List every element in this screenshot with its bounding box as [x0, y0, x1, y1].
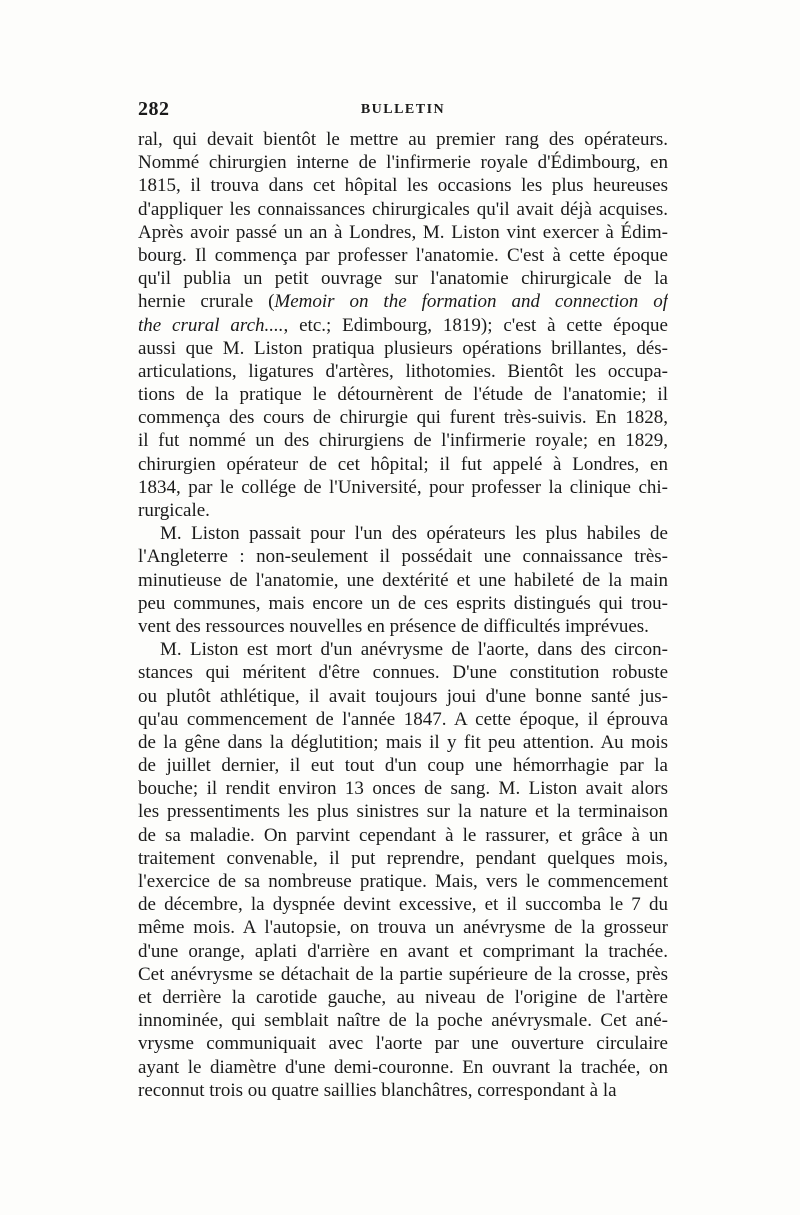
text-line: Nommé chirurgien interne de l'infirmerie royale d'Édimbourg, en: [138, 152, 668, 174]
text-line: 1815, il trouva dans cet hôpital les occasions les plus heureuses: [138, 175, 668, 197]
paragraph: [138, 638, 668, 1102]
text-line: même mois. A l'autopsie, on trouva un anévrysme de la grosseur: [138, 917, 668, 939]
text-line: minutieuse de l'anatomie, une dextérité et une habileté de la main: [138, 569, 668, 591]
text-line: de sa maladie. On parvint cependant à le rassurer, et grâce à un: [138, 824, 668, 846]
text-line: aussi que M. Liston pratiqua plusieurs opérations brillantes, dés-: [138, 337, 668, 359]
text-line: Après avoir passé un an à Londres, M. Liston vint exercer à Édim-: [138, 221, 668, 243]
text-line: tions de la pratique le détournèrent de l'étude de l'anatomie; il: [138, 384, 668, 406]
text-line: chirurgien opérateur de cet hôpital; il fut appelé à Londres, en: [138, 453, 668, 475]
text-line: 1834, par le collége de l'Université, pour professer la clinique chi-: [138, 476, 668, 498]
text-line: M. Liston est mort d'un anévrysme de l'aorte, dans des circon-: [160, 639, 668, 661]
text-line: d'une orange, aplati d'arrière en avant et comprimant la trachée.: [138, 940, 668, 962]
text-line: ral, qui devait bientôt le mettre au premier rang des opérateurs.: [138, 129, 668, 150]
running-head: BULLETIN: [360, 102, 446, 117]
page-header: [138, 98, 668, 126]
body-text: [138, 128, 668, 1102]
text-line: l'exercice de sa nombreuse pratique. Mais, vers le commencement: [138, 871, 668, 892]
text-line: M. Liston passait pour l'un des opérateurs les plus habiles de: [160, 523, 668, 545]
text-line: vent des ressources nouvelles en présence de difficultés imprévues.: [138, 615, 649, 637]
paragraph: [138, 128, 668, 522]
text-line: bouche; il rendit environ 13 onces de sang. M. Liston avait alors: [138, 778, 668, 800]
text-line: qu'il publia un petit ouvrage sur l'anatomie chirurgicale de la: [138, 268, 668, 290]
text-line: ou plutôt athlétique, il avait toujours joui d'une bonne santé jus-: [138, 685, 668, 707]
text-line: d'appliquer les connaissances chirurgicales qu'il avait déjà acquises.: [138, 198, 668, 220]
text-line: peu communes, mais encore un de ces esprits distingués qui trou-: [138, 592, 668, 614]
paragraph: [138, 522, 668, 638]
text-line: vrysme communiquait avec l'aorte par une ouverture circulaire: [138, 1033, 668, 1055]
text-line: innominée, qui semblait naître de la poche anévrysmale. Cet ané-: [138, 1010, 668, 1032]
text-line: commença des cours de chirurgie qui furent très-suivis. En 1828,: [138, 407, 668, 429]
text-line: ayant le diamètre d'une demi-couronne. En ouvrant la trachée, on: [138, 1056, 668, 1078]
text-line: de la gêne dans la déglutition; mais il y fit peu attention. Au mois: [138, 731, 668, 753]
text-line: traitement convenable, il put reprendre, pendant quelques mois,: [138, 847, 668, 869]
text-line: articulations, ligatures d'artères, lithotomies. Bientôt les occupa-: [138, 360, 668, 382]
text-line: rurgicale.: [138, 500, 210, 521]
text-line: Cet anévrysme se détachait de la partie supérieure de la crosse, près: [138, 963, 668, 985]
text-line: et derrière la carotide gauche, au niveau de l'origine de l'artère: [138, 986, 668, 1008]
text-line: hernie crurale (Memoir on the formation and connection of: [138, 291, 668, 313]
text-line: de décembre, la dyspnée devint excessive, et il succomba le 7 du: [138, 894, 668, 916]
page-number: 282: [138, 98, 170, 120]
text-line: reconnut trois ou quatre saillies blanchâtres, correspondant à la: [138, 1079, 617, 1101]
text-line: les pressentiments les plus sinistres sur la nature et la terminaison: [138, 801, 668, 823]
text-line: bourg. Il commença par professer l'anatomie. C'est à cette époque: [138, 244, 668, 266]
text-line: the crural arch...., etc.; Edimbourg, 1819); c'est à cette époque: [138, 314, 668, 336]
text-line: stances qui méritent d'être connues. D'une constitution robuste: [138, 662, 668, 684]
text-line: qu'au commencement de l'année 1847. A cette époque, il éprouva: [138, 708, 668, 730]
text-line: il fut nommé un des chirurgiens de l'infirmerie royale; en 1829,: [138, 430, 668, 452]
text-line: de juillet dernier, il eut tout d'un coup une hémorrhagie par la: [138, 755, 668, 777]
text-line: l'Angleterre : non-seulement il possédait une connaissance très-: [138, 546, 668, 568]
